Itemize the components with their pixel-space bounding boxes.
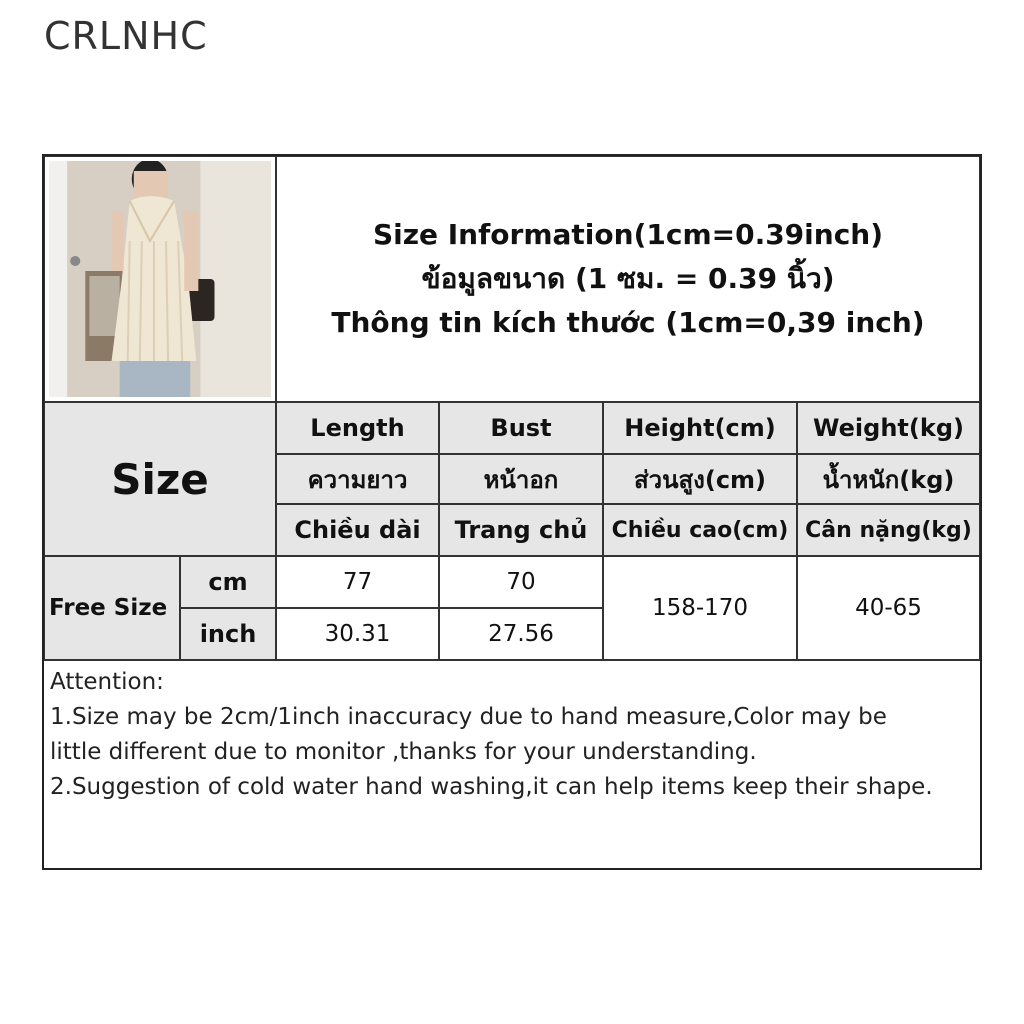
notes-heading: Attention:: [50, 669, 164, 695]
title-vi: Thông tin kích thước (1cm=0,39 inch): [331, 306, 925, 339]
weight-range: 40-65: [797, 556, 980, 660]
length-cm: 77: [276, 556, 439, 608]
col-bust-en: Bust: [439, 402, 603, 454]
title-th: ข้อมูลขนาด (1 ซม. = 0.39 นิ้ว): [421, 262, 835, 295]
notes-line-3: 2.Suggestion of cold water hand washing,it can help items keep their shape.: [50, 774, 933, 800]
col-weight-th: น้ำหนัก(kg): [797, 454, 980, 504]
col-length-en: Length: [276, 402, 439, 454]
size-info-title: [276, 156, 980, 402]
col-bust-vi: Trang chủ: [439, 504, 603, 556]
size-chart: [42, 154, 982, 870]
notes-line-2: little different due to monitor ,thanks for your understanding.: [50, 739, 757, 765]
col-weight-vi: Cân nặng(kg): [797, 504, 980, 556]
height-range: 158-170: [603, 556, 797, 660]
col-bust-th: หน้าอก: [439, 454, 603, 504]
notes-line-1: 1.Size may be 2cm/1inch inaccuracy due to hand measure,Color may be: [50, 704, 887, 730]
attention-notes: [44, 660, 980, 868]
col-length-vi: Chiều dài: [276, 504, 439, 556]
product-photo-cell: [44, 156, 276, 402]
col-weight-en: Weight(kg): [797, 402, 980, 454]
col-height-en: Height(cm): [603, 402, 797, 454]
col-length-th: ความยาว: [276, 454, 439, 504]
product-photo: [49, 161, 271, 397]
unit-inch: inch: [180, 608, 276, 660]
row-free-size: Free Size: [44, 556, 180, 660]
length-inch: 30.31: [276, 608, 439, 660]
brand-logo: CRLNHC: [44, 14, 208, 58]
bust-inch: 27.56: [439, 608, 603, 660]
col-height-th: ส่วนสูง(cm): [603, 454, 797, 504]
unit-cm: cm: [180, 556, 276, 608]
size-header: Size: [44, 402, 276, 556]
bust-cm: 70: [439, 556, 603, 608]
title-en: Size Information(1cm=0.39inch): [372, 218, 884, 251]
col-height-vi: Chiều cao(cm): [603, 504, 797, 556]
